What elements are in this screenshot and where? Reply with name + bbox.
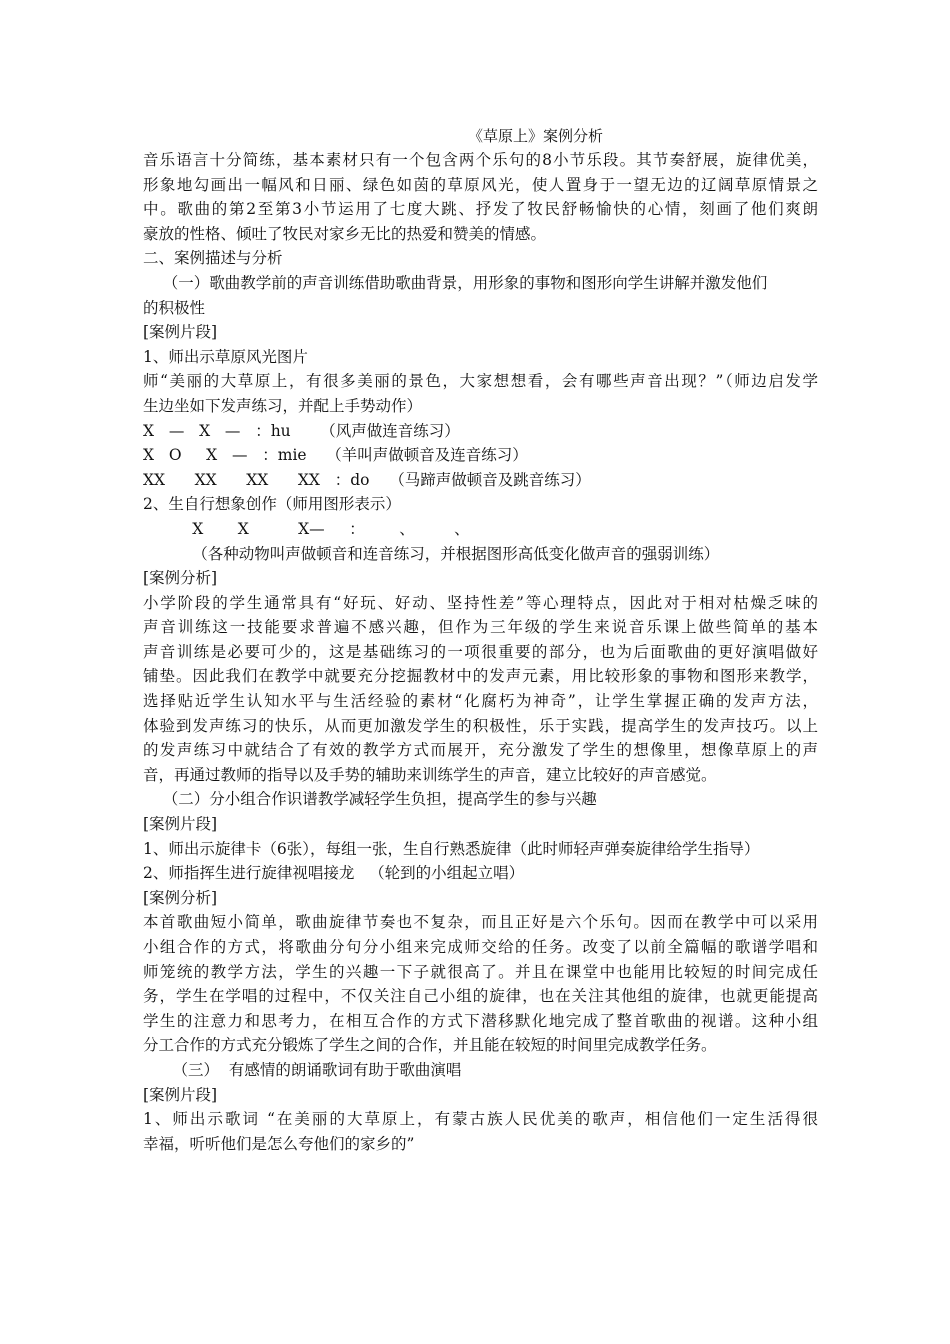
text-line: 中。歌曲的第2至第3小节运用了七度大跳、抒发了牧民舒畅愉快的心情，刻画了他们爽朗 — [143, 200, 818, 219]
text-line: （二）分小组合作识谱教学减轻学生负担，提高学生的参与兴趣 — [143, 790, 597, 809]
text-line: 学生的注意力和思考力，在相互合作的方式下潜移默化地完成了整首歌曲的视谱。这种小组 — [143, 1011, 818, 1030]
text-line: 1、师出示草原风光图片 — [143, 347, 308, 366]
text-line: 小学阶段的学生通常具有“好玩、好动、坚持性差”等心理特点，因此对于相对枯燥乏味的 — [143, 593, 818, 612]
document-page — [143, 124, 818, 1156]
text-line: 声音训练这一技能要求普遍不感兴趣，但作为三年级的学生来说音乐课上做些简单的基本 — [143, 618, 818, 637]
text-line: X — X — ：hu （风声做连音练习） — [143, 421, 460, 440]
text-line: [案例分析] — [143, 888, 218, 907]
text-line: （各种动物叫声做顿音和连音练习，并根据图形高低变化做声音的强弱训练） — [143, 544, 720, 563]
text-line: 声音训练是必要可少的，这是基础练习的一项很重要的部分，也为后面歌曲的更好演唱做好 — [143, 642, 818, 661]
text-line: 音，再通过教师的指导以及手势的辅助来训练学生的声音，建立比较好的声音感觉。 — [143, 765, 717, 784]
text-line: 的积极性 — [143, 298, 206, 317]
text-line: 的发声练习中就结合了有效的教学方式而展开，充分激发了学生的想像里，想像草原上的声 — [143, 741, 818, 760]
text-line: XX XX XX XX ：do （马蹄声做顿音及跳音练习） — [143, 470, 591, 489]
document-body — [143, 148, 818, 1156]
text-line: X O X — ：mie （羊叫声做顿音及连音练习） — [143, 446, 528, 465]
text-line: 形象地勾画出一幅风和日丽、绿色如茵的草原风光，使人置身于一望无边的辽阔草原情景之 — [143, 175, 818, 194]
text-line: 豪放的性格、倾吐了牧民对家乡无比的热爱和赞美的情感。 — [143, 224, 547, 243]
text-line: 2、师指挥生进行旋律视唱接龙 （轮到的小组起立唱） — [143, 864, 525, 883]
text-line: 本首歌曲短小简单，歌曲旋律节奏也不复杂，而且正好是六个乐句。因而在教学中可以采用 — [143, 913, 818, 932]
text-line: 2、生自行想象创作（师用图形表示） — [143, 495, 401, 514]
text-line: 铺垫。因此我们在教学中就要充分挖掘教材中的发声元素，用比较形象的事物和图形来教学， — [143, 667, 818, 686]
text-line: 1、师出示歌词 “在美丽的大草原上，有蒙古族人民优美的歌声，相信他们一定生活得很 — [143, 1110, 818, 1129]
text-line: 生边坐如下发声练习，并配上手势动作） — [143, 396, 423, 415]
text-line: 幸福，听听他们是怎么夸他们的家乡的” — [143, 1134, 415, 1153]
text-line: [案例分析] — [143, 569, 218, 588]
text-line: 音乐语言十分简练，基本素材只有一个包含两个乐句的8小节乐段。其节奏舒展，旋律优美， — [143, 151, 818, 169]
text-line: （三） 有感情的朗诵歌词有助于歌曲演唱 — [143, 1060, 462, 1079]
text-line: [案例片段] — [143, 815, 218, 834]
text-line: 小组合作的方式，将歌曲分句分小组来完成师交给的任务。改变了以前全篇幅的歌谱学唱和 — [143, 938, 818, 956]
document-title: 《草原上》案例分析 — [467, 127, 603, 145]
text-line: 体验到发声练习的快乐，从而更加激发学生的积极性，乐于实践，提高学生的发声技巧。以上 — [143, 716, 818, 735]
text-line: [案例片段] — [143, 323, 218, 342]
text-line: 师“美丽的大草原上，有很多美丽的景色，大家想想看，会有哪些声音出现？”（师边启发学 — [143, 372, 818, 391]
text-line: （一）歌曲教学前的声音训练借助歌曲背景，用形象的事物和图形向学生讲解并激发他们 — [143, 273, 768, 292]
text-line: X X X— ： 、 、 — [143, 519, 470, 538]
text-line: 1、师出示旋律卡（6张），每组一张，生自行熟悉旋律（此时师轻声弹奏旋律给学生指导） — [143, 839, 760, 858]
text-line: [案例片段] — [143, 1085, 218, 1104]
text-line: 二、案例描述与分析 — [143, 249, 283, 268]
text-line: 选择贴近学生认知水平与生活经验的素材“化腐朽为神奇”，让学生掌握正确的发声方法， — [143, 692, 818, 711]
text-line: 分工合作的方式充分锻炼了学生之间的合作，并且能在较短的时间里完成教学任务。 — [143, 1036, 717, 1055]
text-line: 师笼统的教学方法，学生的兴趣一下子就很高了。并且在课堂中也能用比较短的时间完成任 — [143, 962, 818, 981]
text-line: 务，学生在学唱的过程中，不仅关注自己小组的旋律，也在关注其他组的旋律，也就更能提高 — [143, 987, 818, 1006]
